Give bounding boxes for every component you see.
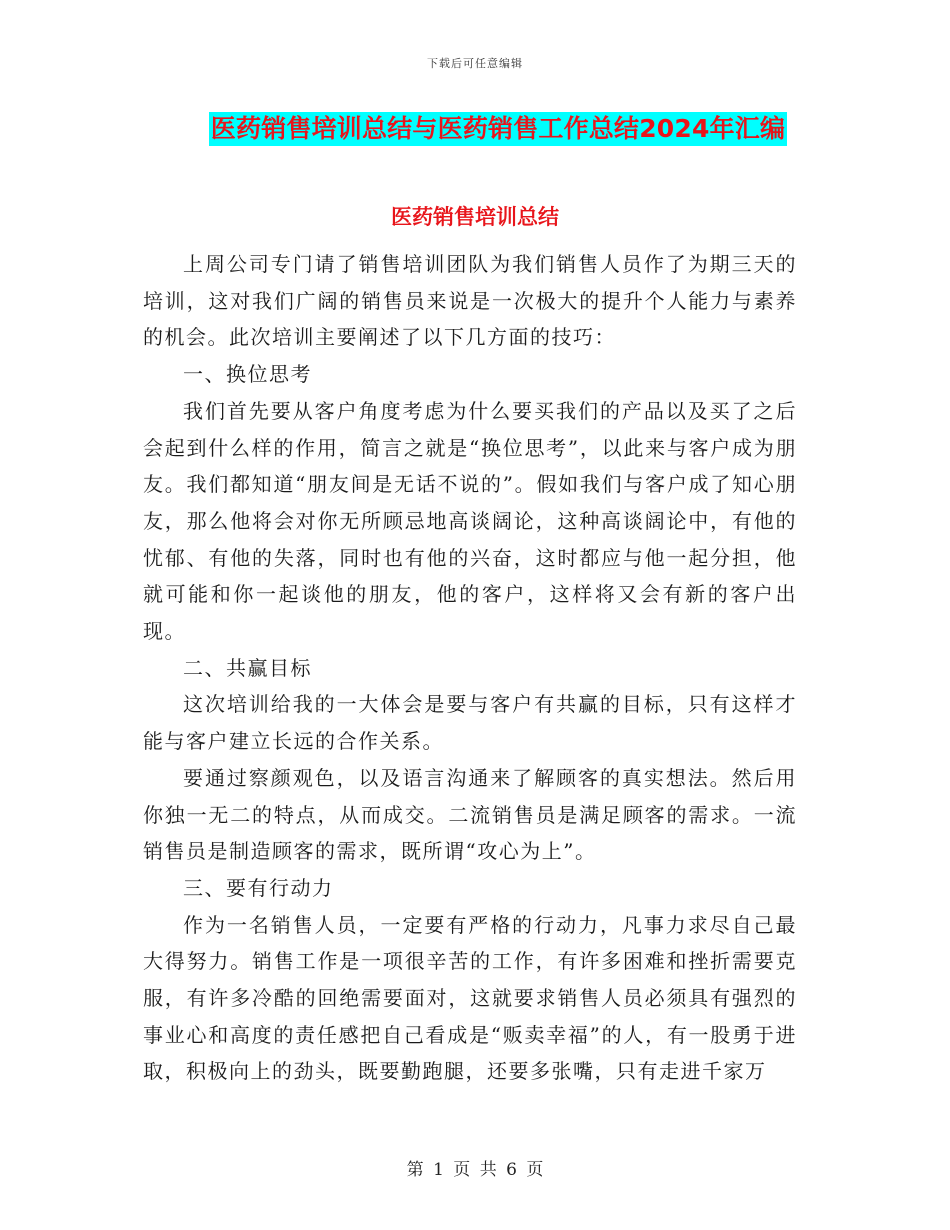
document-body	[143, 246, 797, 1090]
page-number-footer: 第 1 页 共 6 页	[406, 1160, 544, 1180]
section-title: 医药销售培训总结	[391, 205, 559, 229]
paragraph-win-win: 这次培训给我的一大体会是要与客户有共赢的目标，只有这样才能与客户建立长远的合作关系。	[143, 692, 797, 754]
paragraph-customer-needs: 要通过察颜观色，以及语言沟通来了解顾客的真实想法。然后用你独一无二的特点，从而成交。二流销售员是满足顾客的需求。一流销售员是制造顾客的需求，既所谓“攻心为上”。	[143, 765, 797, 864]
paragraph-intro: 上周公司专门请了销售培训团队为我们销售人员作了为期三天的培训，这对我们广阔的销售员来说是一次极大的提升个人能力与素养的机会。此次培训主要阐述了以下几方面的技巧：	[143, 252, 797, 350]
document-title: 医药销售培训总结与医药销售工作总结2024年汇编	[209, 112, 787, 146]
page-header-note: 下载后可任意编辑	[427, 57, 523, 70]
heading-action: 三、要有行动力	[183, 875, 334, 900]
heading-perspective: 一、换位思考	[183, 362, 312, 387]
heading-win-win: 二、共赢目标	[183, 655, 312, 680]
document-title-container	[0, 112, 950, 146]
paragraph-action: 作为一名销售人员，一定要有严格的行动力，凡事力求尽自己最大得努力。销售工作是一项很辛苦的工作，有许多困难和挫折需要克服，有许多冷酷的回绝需要面对，这就要求销售人员必须具有强烈的事业心和高度的责任感把自己看成是“贩卖幸福”的人，有一股勇于进取，积极向上的劲头，既要勤跑腿，还要多张嘴，只有走进千家万	[143, 912, 797, 1084]
paragraph-perspective: 我们首先要从客户角度考虑为什么要买我们的产品以及买了之后会起到什么样的作用，简言之就是“换位思考”，以此来与客户成为朋友。我们都知道“朋友间是无话不说的”。假如我们与客户成了知心朋友，那么他将会对你无所顾忌地高谈阔论，这种高谈阔论中，有他的忧郁、有他的失落，同时也有他的兴奋，这时都应与他一起分担，他就可能和你一起谈他的朋友，他的客户，这样将又会有新的客户出现。	[143, 398, 797, 644]
